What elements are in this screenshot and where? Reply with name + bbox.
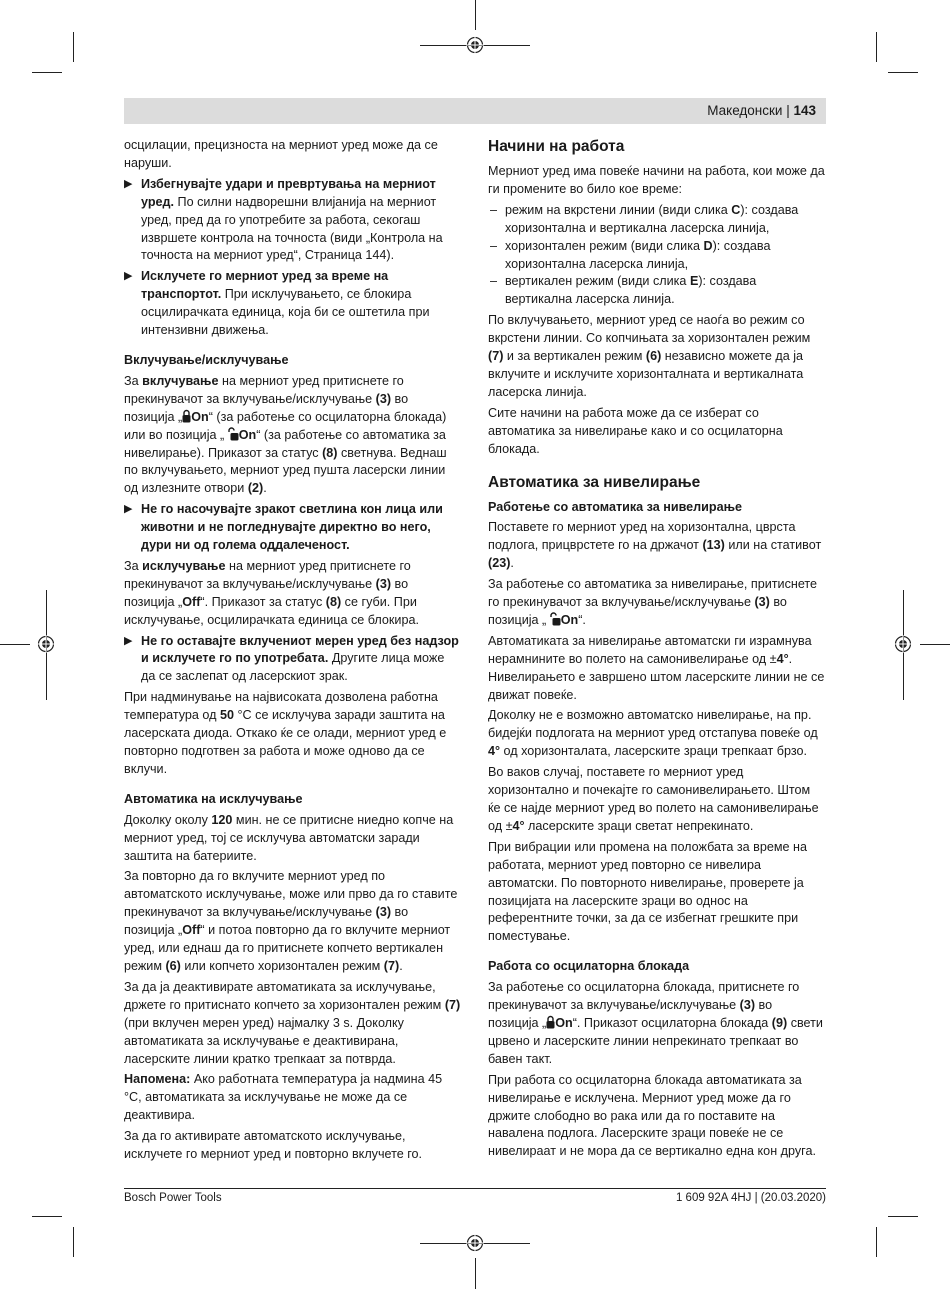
registration-mark-icon <box>466 1234 484 1252</box>
section-heading: Работа со осцилаторна блокада <box>488 959 690 974</box>
footer-divider <box>124 1188 826 1189</box>
section-heading: Автоматика на исклучување <box>124 791 303 806</box>
crop-mark <box>73 32 74 62</box>
lock-open-icon <box>550 612 561 626</box>
paragraph: осцилации, прецизноста на мерниот уред може да се наруши. <box>124 138 438 170</box>
crop-mark <box>32 1216 62 1217</box>
header-text: Македонски | 143 <box>707 103 816 118</box>
registration-mark-icon <box>37 635 55 653</box>
paragraph: При вибрации или промена на положбата за време на работата, мерниот уред повторно се нивелира автоматски. По повторното нивелирање, проверете ја позицијата на ласерските зраци во однос на референтните точки, за да се избегнат грешките при поместување. <box>488 839 807 944</box>
bullet-triangle-icon: ▶ <box>124 634 133 647</box>
paragraph: За работење со осцилаторна блокада, притиснете го прекинувачот за вклучување/исклучување (3) во позиција „ On“. Приказот осцилаторна блокада (9) свети црвено и ласерските линии непрекинато трепкаат во бавен такт. <box>488 980 823 1066</box>
paragraph: При надминување на највисоката дозволена работна температура од 50 °C се исклучува заради заштита на ласерската диода. Откако ќе се олади, мерниот уред е повторно подготвен за работа и може одново да се вклучи. <box>124 690 447 776</box>
crop-mark <box>876 32 877 62</box>
registration-mark-icon <box>894 635 912 653</box>
paragraph: При работа со осцилаторна блокада автоматиката за нивелирање е исклучена. Мерниот уред може да го држите слободно во рака или да го поставите на навалена подлога. Ласерските зраци повеќе не се нивелираат и не мора да се вертикално една кон друга. <box>488 1072 816 1159</box>
lock-closed-icon <box>182 409 191 423</box>
footer-doc-number: 1 609 92A 4HJ | (20.03.2020) <box>675 1192 826 1204</box>
paragraph: За да ја деактивирате автоматиката за исклучување, држете го притиснато копчето за хоризонтален режим (7) (при вклучен мерен уред) најмалку 3 s. Доколку автоматиката за исклучување е деактивирана, ласерските линии кратко трепкаат за потврда. <box>124 979 461 1066</box>
section-title: Начини на работа <box>488 138 625 155</box>
section-heading: Работење со автоматика за нивелирање <box>488 499 743 514</box>
lock-open-icon <box>228 427 239 441</box>
paragraph: Доколку не е возможно автоматско нивелирање, на пр. бидејќи подлогата на мерниот уред отстапува повеќе од 4° од хоризонталата, ласерските зраци трепкаат брзо. <box>488 708 818 759</box>
crop-mark <box>876 1227 877 1257</box>
warning-item: ▶ Избегнувајте удари и превртувања на мерниот уред. По силни надворешни влијанија на мерниот уред, пред да го употребите за работа, секогаш извршете контрола на точноста (види „Контрола на точноста на мерниот уред“, Страница 144). <box>124 176 443 263</box>
crop-mark <box>920 644 950 645</box>
note: Напомена: Ако работната температура ја надмина 45 °C, автоматиката за исклучување не може да се деактивира. <box>124 1072 443 1123</box>
crop-mark <box>475 0 476 30</box>
paragraph: Автоматиката за нивелирање автоматски ги израмнува нерамнините во полето на самонивелирање од ±4°. Нивелирањето е завршено штом ласерските линии не се движат повеќе. <box>488 633 825 702</box>
crop-mark <box>0 644 30 645</box>
paragraph: За повторно да го вклучите мерниот уред по автоматското исклучување, може или прво да го ставите прекинувачот за вклучување/исклучување (3) во позиција „Off“ и потоа повторно да го вклучите мерниот уред, или еднаш да го притиснете копчето вертикален режим (6) или копчето хоризонтален режим (7). <box>124 869 458 973</box>
paragraph: За исклучување на мерниот уред притиснете го прекинувачот за вклучување/исклучување (3) во позиција „Off“. Приказот за статус (8) се губи. При исклучување, осцилирачката единица се блокира. <box>124 558 419 627</box>
paragraph: Сите начини на работа може да се изберат со автоматика за нивелирање како и со осцилаторна блокада. <box>488 405 783 456</box>
header-page-number: 143 <box>793 103 816 118</box>
crop-mark <box>32 72 62 73</box>
warning-item: ▶ Не го насочувајте зракот светлина кон лица или животни и не погледнувајте директно во него, дури ни од голема оддалеченост. <box>124 502 443 553</box>
paragraph: За работење со автоматика за нивелирање, притиснете го прекинувачот за вклучување/исклучување (3) во позиција „ On“. <box>488 577 818 627</box>
crop-mark <box>888 72 918 73</box>
crop-mark <box>888 1216 918 1217</box>
list-item: – хоризонтален режим (види слика D): создава хоризонтална ласерска линија, <box>490 238 771 271</box>
footer-brand: Bosch Power Tools <box>124 1192 222 1204</box>
crop-mark <box>73 1227 74 1257</box>
page-header <box>124 98 826 124</box>
paragraph: Мерниот уред има повеќе начини на работа, кои може да ги промените во било кое време: <box>488 164 825 196</box>
registration-mark-icon <box>466 36 484 54</box>
list-item: – вертикален режим (види слика E): создава вертикална ласерска линија. <box>490 274 757 307</box>
crop-mark <box>475 1258 476 1289</box>
bullet-triangle-icon: ▶ <box>124 177 133 190</box>
lock-closed-icon <box>546 1015 555 1029</box>
bullet-triangle-icon: ▶ <box>124 503 133 516</box>
right-column <box>488 137 826 1164</box>
paragraph: Доколку околу 120 мин. не се притисне ниедно копче на мерниот уред, тој се исклучува автоматски заради заштита на батериите. <box>124 812 454 863</box>
warning-item: ▶ Не го оставајте вклучениот мерен уред без надзор и исклучете го по употребата. Другите лица може да се заслепат од ласерскиот зрак. <box>124 633 459 684</box>
paragraph: За да го активирате автоматското исклучување, исклучете го мерниот уред и повторно вклучете го. <box>124 1129 423 1162</box>
section-heading: Вклучување/исклучување <box>124 352 289 367</box>
list-item: – режим на вкрстени линии (види слика C): создава хоризонтална и вертикална ласерска линија, <box>490 202 799 235</box>
warning-item: ▶ Исклучете го мерниот уред за време на транспортот. При исклучувањето, се блокира осцилирачката единица, која би се оштетила при интензивни движења. <box>124 269 430 338</box>
paragraph: За вклучување на мерниот уред притиснете го прекинувачот за вклучување/исклучување (3) во позиција „ On“ (за работење со осцилаторна блокада) или во позиција „ On“ (за работење со автоматика за нивелирање). Приказот за статус (8) светнува. Веднаш по вклучувањето, мерниот уред пушта ласерски линии од излезните отвори (2). <box>124 373 447 496</box>
header-language: Македонски <box>707 103 783 118</box>
section-title: Автоматика за нивелирање <box>488 473 701 491</box>
bullet-triangle-icon: ▶ <box>124 270 133 283</box>
left-column <box>124 137 462 1167</box>
paragraph: Поставете го мерниот уред на хоризонтална, цврста подлога, прицврстете го на држачот (13) или на стативот (23). <box>488 520 822 571</box>
paragraph: По вклучувањето, мерниот уред се наоѓа во режим со вкрстени линии. Со копчињата за хоризонтален режим (7) и за вертикален режим (6) независно можете да ја вклучите и исклучите хоризонталната и вертикалната ласерска линија. <box>488 313 811 399</box>
paragraph: Во ваков случај, поставете го мерниот уред хоризонтално и почекајте го самонивелирањето. Штом ќе се најде мерниот уред во полето на самонивелирање од ±4° ласерските зраци светат непрекинато. <box>488 765 819 833</box>
